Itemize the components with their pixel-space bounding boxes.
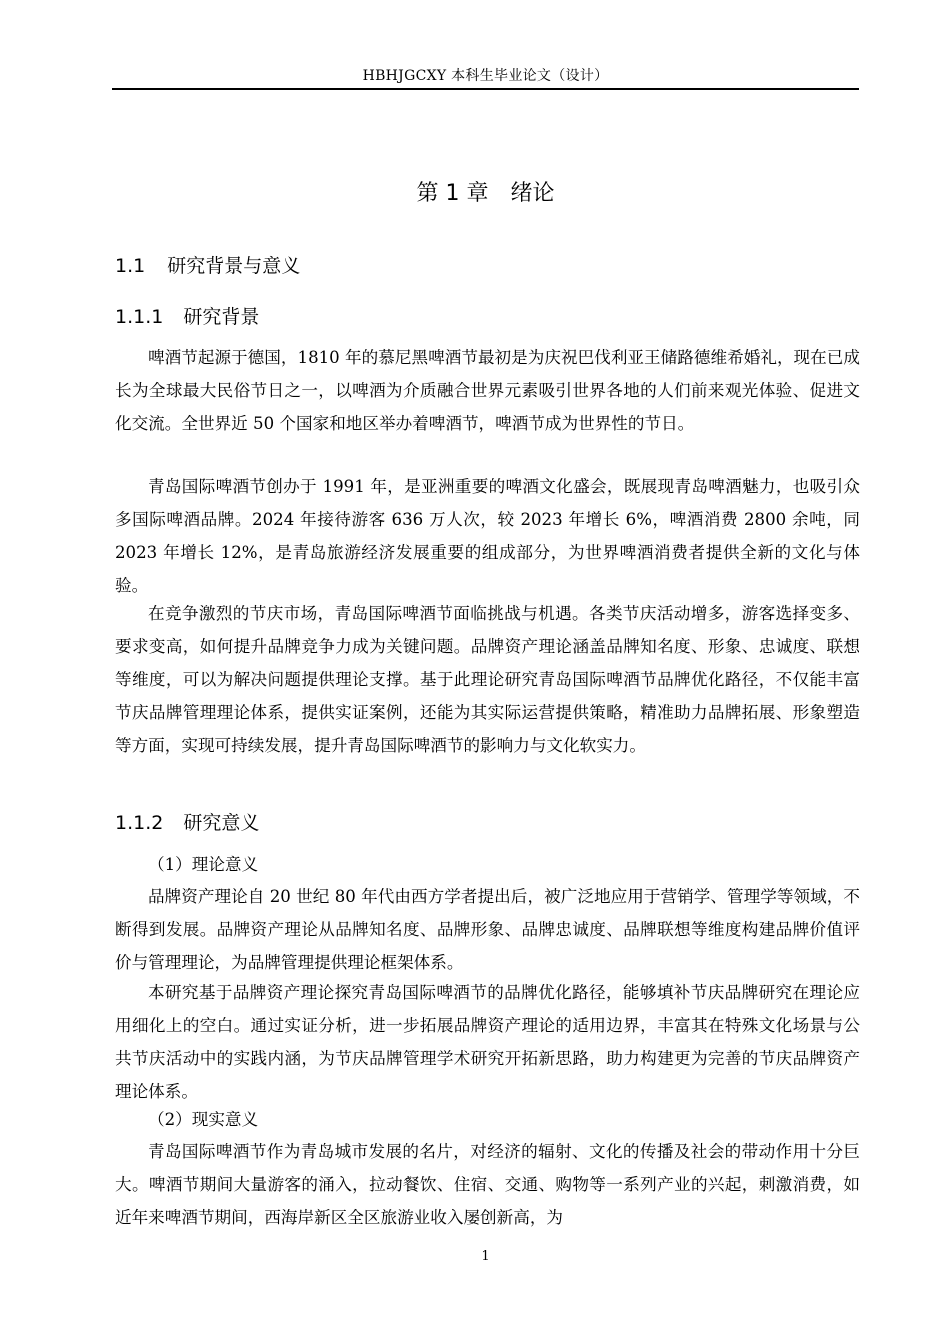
- subsection-label: （2）现实意义: [148, 1110, 259, 1129]
- body-paragraph: 青岛国际啤酒节作为青岛城市发展的名片，对经济的辐射、文化的传播及社会的带动作用十分巨大。啤酒节期间大量游客的涌入，拉动餐饮、住宿、交通、购物等一系列产业的兴起，刺激消费，如近年来啤酒节期间，西海岸新区全区旅游业收入屡创新高，为: [115, 1142, 860, 1228]
- chapter-name: 绪论: [510, 181, 555, 206]
- section-heading-1-1-2: [115, 808, 259, 838]
- running-header: HBHJGCXY 本科生毕业论文（设计）: [362, 68, 609, 84]
- section-number: 1.1: [115, 255, 146, 277]
- subsection-label: （1）理论意义: [148, 855, 259, 874]
- chapter-number: 第 1 章: [416, 181, 489, 206]
- section-number: 1.1.1: [115, 306, 164, 328]
- body-paragraph: 本研究基于品牌资产理论探究青岛国际啤酒节的品牌优化路径，能够填补节庆品牌研究在理论应用细化上的空白。通过实证分析，进一步拓展品牌资产理论的适用边界，丰富其在特殊文化场景与公共节庆活动中的实践内涵，为节庆品牌管理学术研究开拓新思路，助力构建更为完善的节庆品牌资产理论体系。: [115, 983, 860, 1102]
- body-paragraph: 青岛国际啤酒节创办于 1991 年，是亚洲重要的啤酒文化盛会，既展现青岛啤酒魅力，也吸引众多国际啤酒品牌。2024 年接待游客 636 万人次，较 2023 年增长 6%，啤酒消费 2800 余吨，同 2023 年增长 12%，是青岛旅游经济发展重要的组成部分，为世界啤酒消费者提供全新的文化与体验。: [115, 477, 860, 596]
- section-heading-1-1: [115, 251, 300, 281]
- chapter-title: [112, 176, 859, 212]
- section-title: 研究背景: [183, 306, 260, 328]
- body-paragraph: 啤酒节起源于德国，1810 年的慕尼黑啤酒节最初是为庆祝巴伐利亚王储路德维希婚礼，现在已成长为全球最大民俗节日之一，以啤酒为介质融合世界元素吸引世界各地的人们前来观光体验、促进文化交流。全世界近 50 个国家和地区举办着啤酒节，啤酒节成为世界性的节日。: [115, 348, 860, 434]
- page-number: 1: [481, 1249, 490, 1264]
- section-heading-1-1-1: [115, 302, 259, 332]
- section-number: 1.1.2: [115, 812, 164, 834]
- section-title: 研究背景与意义: [167, 255, 301, 277]
- body-paragraph: 品牌资产理论自 20 世纪 80 年代由西方学者提出后，被广泛地应用于营销学、管理学等领域，不断得到发展。品牌资产理论从品牌知名度、品牌形象、品牌忠诚度、品牌联想等维度构建品牌价值评价与管理理论，为品牌管理提供理论框架体系。: [115, 887, 860, 973]
- body-paragraph: 在竞争激烈的节庆市场，青岛国际啤酒节面临挑战与机遇。各类节庆活动增多，游客选择变多、要求变高，如何提升品牌竞争力成为关键问题。品牌资产理论涵盖品牌知名度、形象、忠诚度、联想等维度，可以为解决问题提供理论支撑。基于此理论研究青岛国际啤酒节品牌优化路径，不仅能丰富节庆品牌管理理论体系，提供实证案例，还能为其实际运营提供策略，精准助力品牌拓展、形象塑造等方面，实现可持续发展，提升青岛国际啤酒节的影响力与文化软实力。: [115, 604, 860, 756]
- header-rule: [112, 88, 859, 90]
- section-title: 研究意义: [183, 812, 260, 834]
